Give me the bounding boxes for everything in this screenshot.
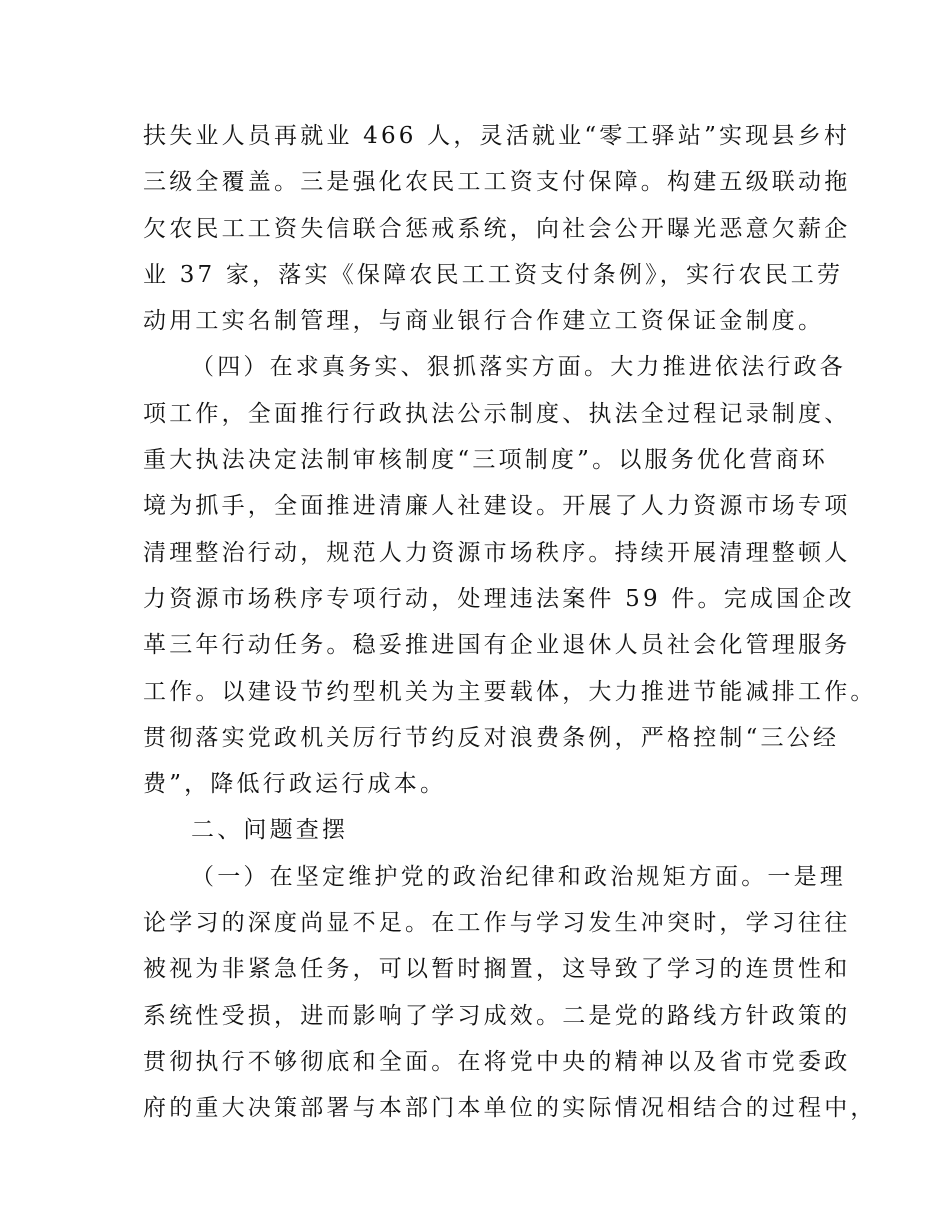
text-line: 论学习的深度尚显不足。在工作与学习发生冲突时，学习往往 bbox=[143, 910, 851, 937]
text-line: 三级全覆盖。三是强化农民工工资支付保障。构建五级联动拖 bbox=[143, 169, 851, 196]
text-line: 工作。以建设节约型机关为主要载体，大力推进节能减排工作。 bbox=[143, 678, 877, 705]
text-line: 府的重大决策部署与本部门本单位的实际情况相结合的过程中， bbox=[143, 1095, 877, 1122]
text-line: 欠农民工工资失信联合惩戒系统，向社会公开曝光恶意欠薪企 bbox=[143, 215, 851, 242]
text-line: 被视为非紧急任务，可以暂时搁置，这导致了学习的连贯性和 bbox=[143, 956, 851, 983]
text-line: 费”，降低行政运行成本。 bbox=[143, 771, 447, 798]
text-line: 清理整治行动，规范人力资源市场秩序。持续开展清理整顿人 bbox=[143, 539, 851, 566]
paragraph-start-line: （一）在坚定维护党的政治纪律和政治规矩方面。一是理 bbox=[191, 863, 846, 890]
text-line: 系统性受损，进而影响了学习成效。二是党的路线方针政策的 bbox=[143, 1002, 851, 1029]
paragraph-start-line: （四）在求真务实、狠抓落实方面。大力推进依法行政各 bbox=[191, 354, 846, 381]
section-heading: 二、问题查摆 bbox=[191, 817, 349, 844]
text-line: 力资源市场秩序专项行动，处理违法案件 59 件。完成国企改 bbox=[143, 585, 855, 612]
text-line: 贯彻落实党政机关厉行节约反对浪费条例，严格控制“三公经 bbox=[143, 724, 840, 751]
text-line: 境为抓手，全面推进清廉人社建设。开展了人力资源市场专项 bbox=[143, 493, 851, 520]
body-text bbox=[143, 113, 877, 1132]
text-line: 重大执法决定法制审核制度“三项制度”。以服务优化营商环 bbox=[143, 447, 828, 474]
text-line: 业 37 家，落实《保障农民工工资支付条例》，实行农民工劳 bbox=[143, 261, 844, 288]
text-line: 革三年行动任务。稳妥推进国有企业退休人员社会化管理服务 bbox=[143, 632, 851, 659]
text-line: 动用工实名制管理，与商业银行合作建立工资保证金制度。 bbox=[143, 308, 825, 335]
text-line: 贯彻执行不够彻底和全面。在将党中央的精神以及省市党委政 bbox=[143, 1048, 851, 1075]
text-line: 扶失业人员再就业 466 人，灵活就业“零工驿站”实现县乡村 bbox=[143, 123, 851, 149]
text-line: 项工作，全面推行行政执法公示制度、执法全过程记录制度、 bbox=[143, 400, 851, 427]
